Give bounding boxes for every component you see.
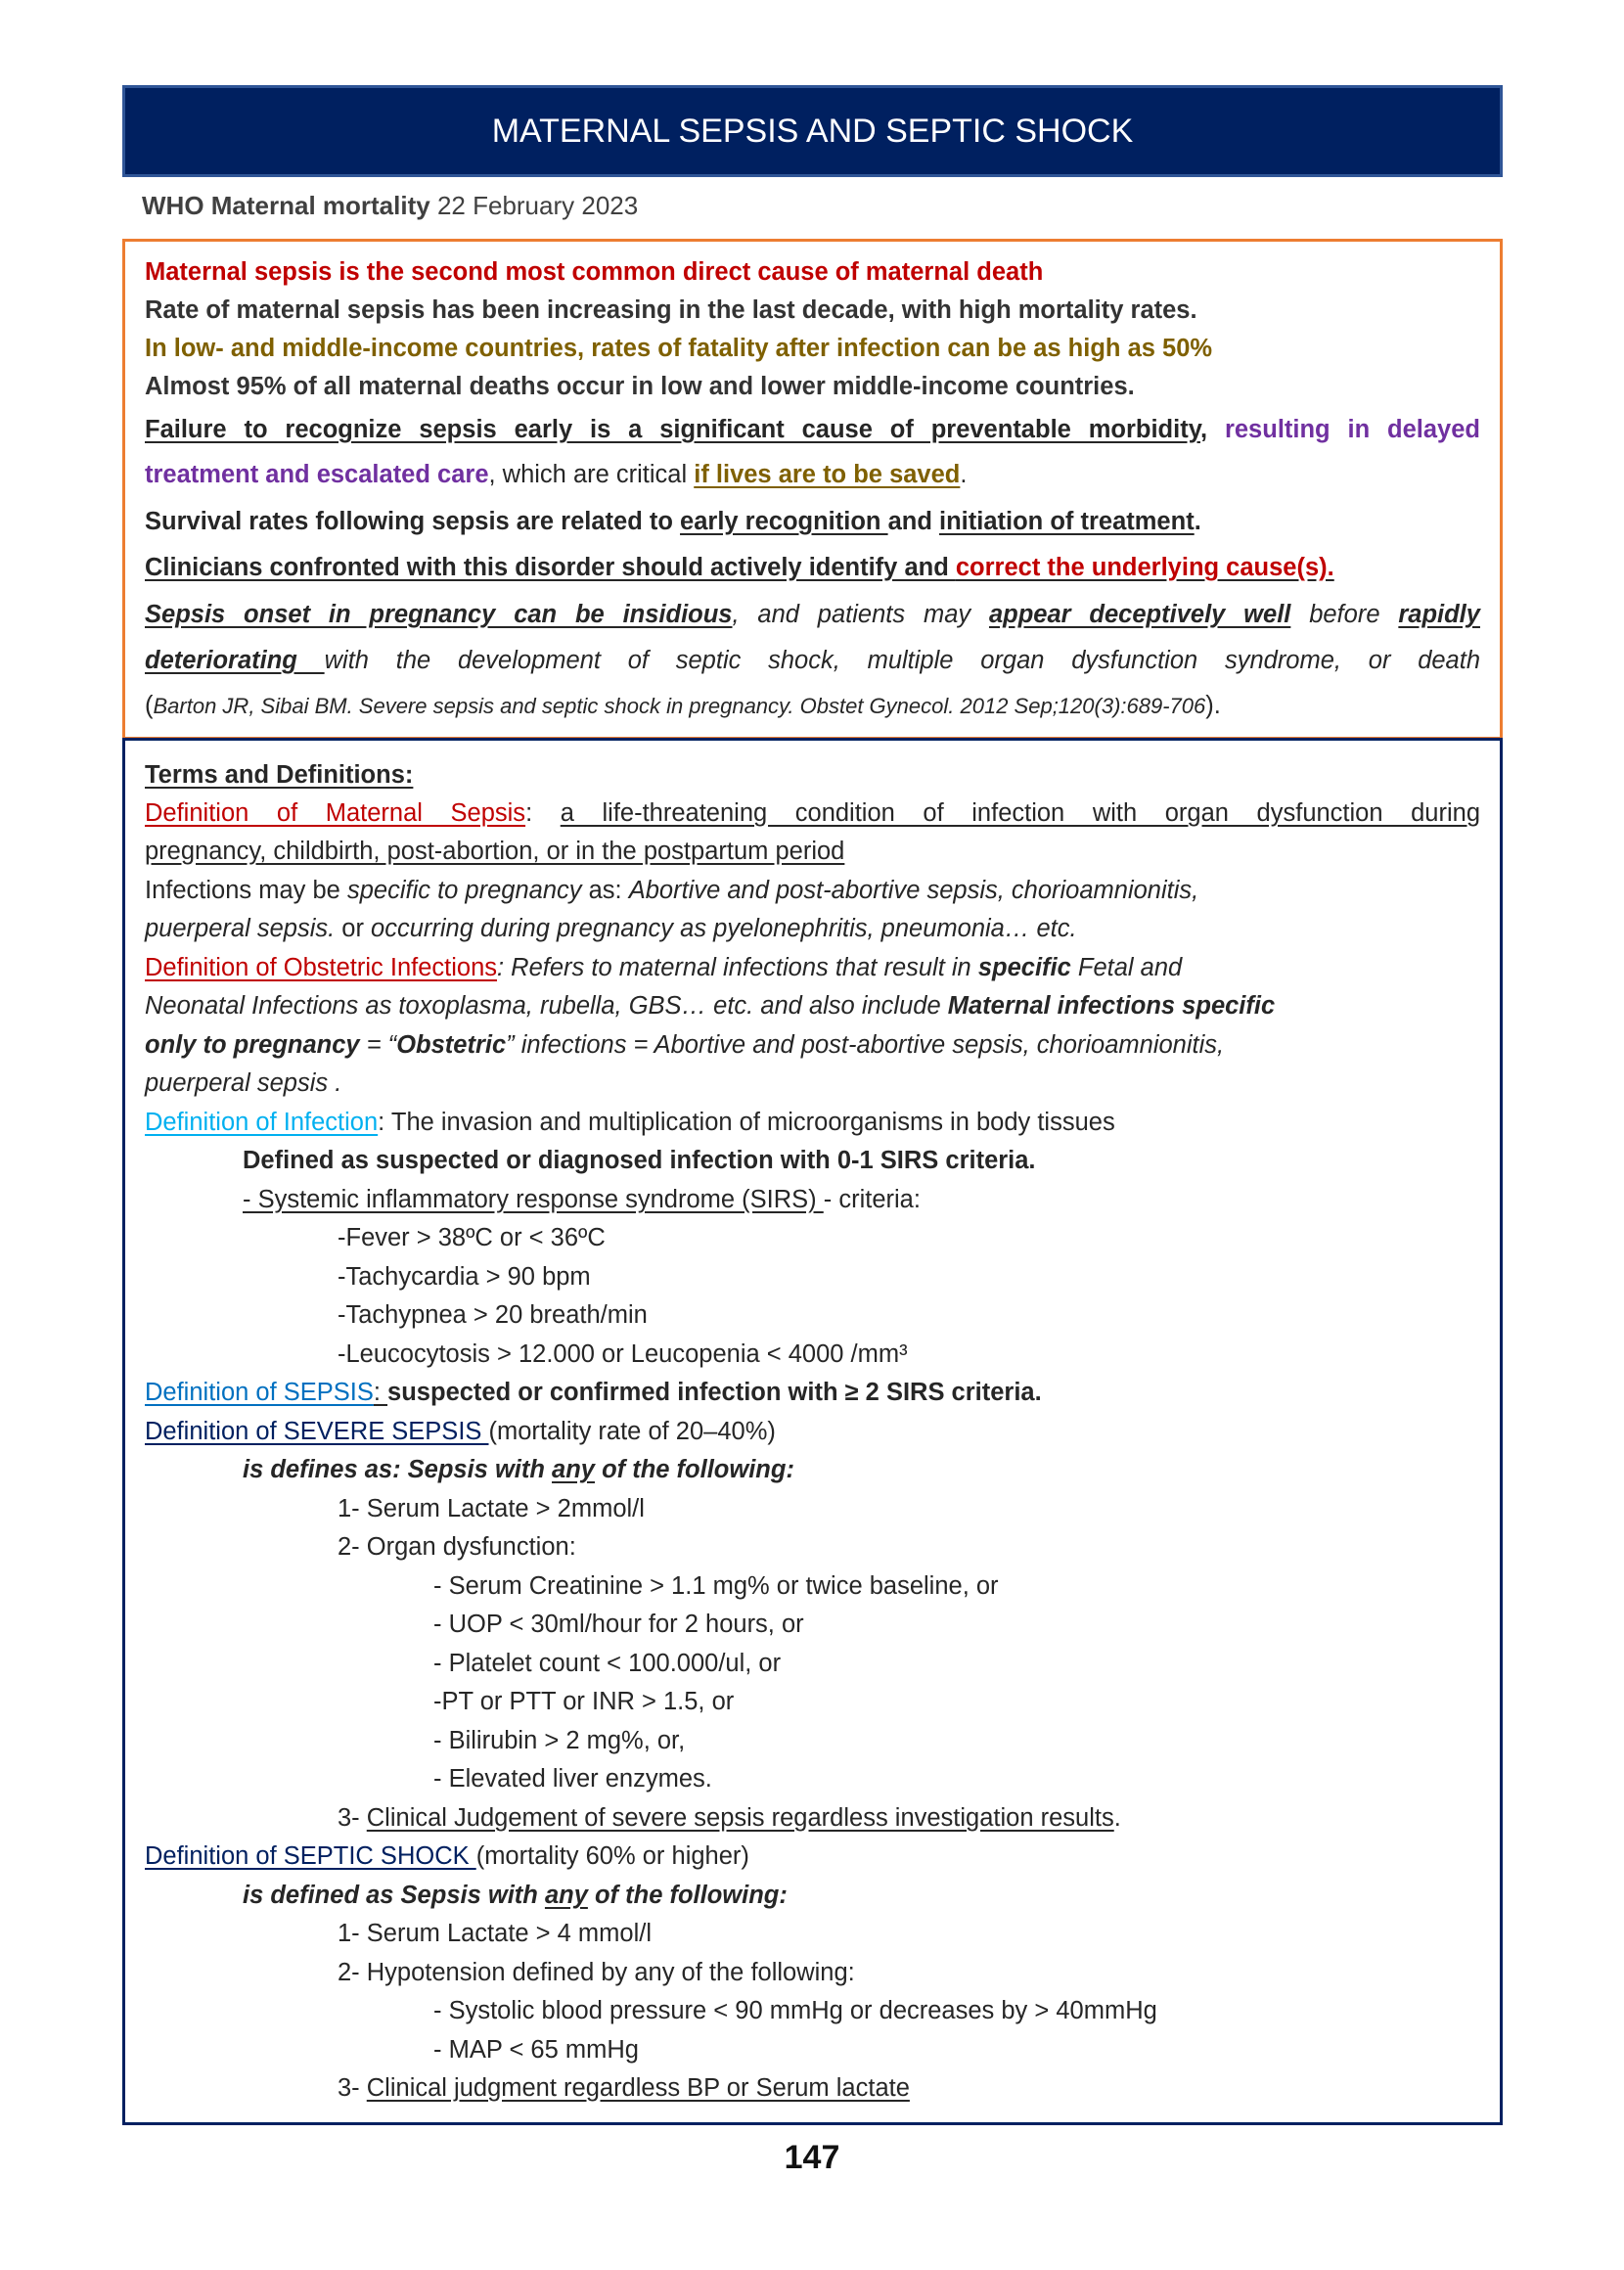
def-label: Definition of SEPSIS: [145, 1379, 374, 1406]
seg: and: [887, 508, 940, 535]
seg: 3-: [338, 1804, 367, 1832]
def-label: Definition of Infection: [145, 1109, 379, 1136]
seg: a life-threatening condition of infection with organ dysfunction during: [560, 799, 1481, 827]
list-item: [338, 2071, 1480, 2105]
seg: correct the underlying cause(s).: [955, 554, 1334, 581]
def-line: [243, 1183, 1480, 1216]
source-date: 22 February 2023: [436, 191, 639, 220]
seg: (: [145, 692, 154, 719]
seg: ,: [1199, 416, 1225, 443]
seg: as:: [581, 877, 629, 904]
def-obstetric: [145, 951, 1480, 984]
criteria-item: -Fever > 38ºC or < 36ºC: [338, 1224, 606, 1251]
summary-line: [145, 644, 1480, 677]
seg: specific: [977, 954, 1071, 981]
seg: suspected or confirmed infection with ≥ 2 SIRS criteria.: [387, 1379, 1042, 1406]
seg: only to pregnancy: [145, 1031, 360, 1059]
seg: before: [1290, 601, 1399, 628]
page-number: 147: [784, 2139, 840, 2176]
seg: any: [544, 1882, 588, 1909]
seg: : The invasion and multiplication of microorganisms in body tissues: [378, 1109, 1115, 1136]
seg: resulting in delayed: [1224, 416, 1480, 443]
list-item: - Systolic blood pressure < 90 mmHg or decreases by > 40mmHg: [433, 1997, 1157, 2024]
seg: appear deceptively well: [988, 601, 1291, 628]
seg: :: [525, 799, 561, 827]
seg: - criteria:: [823, 1186, 921, 1213]
seg: Sepsis onset in pregnancy can be insidious: [145, 601, 733, 628]
def-label: Definition of SEVERE SEPSIS: [145, 1418, 489, 1445]
seg: Survival rates following sepsis are related to: [145, 508, 681, 535]
def-line: [145, 912, 1480, 945]
source-label: WHO Maternal mortality: [142, 191, 430, 220]
summary-line: [145, 551, 1480, 584]
seg: is defines as: Sepsis with: [243, 1456, 553, 1483]
list-item: -PT or PTT or INR > 1.5, or: [433, 1688, 735, 1715]
seg: , which are critical: [488, 461, 695, 488]
summary-line: [145, 505, 1480, 538]
def-line: [145, 874, 1480, 907]
summary-line: Maternal sepsis is the second most common direct cause of maternal death: [145, 258, 1044, 286]
seg: Fetal and: [1070, 954, 1183, 981]
seg: .: [1113, 1804, 1121, 1832]
list-item: 1- Serum Lactate > 4 mmol/l: [338, 1920, 653, 1947]
seg: :: [373, 1379, 388, 1406]
def-label: Definition of SEPTIC SHOCK: [145, 1842, 476, 1870]
seg: = “: [359, 1031, 397, 1059]
summary-line: Rate of maternal sepsis has been increasing in the last decade, with high mortality rates.: [145, 296, 1197, 324]
list-item: - UOP < 30ml/hour for 2 hours, or: [433, 1611, 804, 1638]
seg: : Refers to maternal infections that result in: [497, 954, 978, 981]
summary-box: [122, 239, 1503, 740]
seg: - Systemic inflammatory response syndrome (SIRS): [243, 1186, 824, 1213]
seg: ” infections = Abortive and post-abortive sepsis, chorioamnionitis,: [506, 1031, 1225, 1059]
seg: with the development of septic shock, multiple organ dysfunction syndrome, or death: [324, 647, 1481, 674]
seg: .: [960, 461, 968, 488]
seg: rapidly: [1398, 601, 1480, 628]
list-item: - Platelet count < 100.000/ul, or: [433, 1650, 782, 1677]
def-severe-sepsis: [145, 1415, 1480, 1448]
def-line: pregnancy, childbirth, post-abortion, or in the postpartum period: [145, 838, 845, 865]
title-text: MATERNAL SEPSIS AND SEPTIC SHOCK: [491, 112, 1134, 150]
list-item: - MAP < 65 mmHg: [433, 2036, 639, 2064]
seg: Maternal infections specific: [947, 992, 1276, 1020]
seg: puerperal sepsis.: [145, 915, 336, 942]
def-line: [145, 989, 1480, 1022]
def-line: [243, 1453, 1480, 1486]
seg: of the following:: [587, 1882, 788, 1909]
list-item: [338, 1801, 1480, 1835]
criteria-item: -Tachypnea > 20 breath/min: [338, 1301, 648, 1329]
criteria-item: -Leucocytosis > 12.000 or Leucopenia < 4000 /mm³: [338, 1340, 908, 1368]
criteria-item: -Tachycardia > 90 bpm: [338, 1263, 591, 1291]
source-line: [142, 191, 638, 221]
summary-line: [145, 458, 1480, 491]
definitions-box: [122, 738, 1503, 2125]
seg: Clinicians confronted with this disorder should actively identify and: [145, 554, 956, 581]
seg: occurring during pregnancy as pyelonephritis, pneumonia… etc.: [371, 915, 1077, 942]
def-infection: [145, 1106, 1480, 1139]
def-line: [145, 1028, 1480, 1062]
def-line: [243, 1879, 1480, 1912]
def-label: Definition of Obstetric Infections: [145, 954, 498, 981]
seg: (mortality rate of 20–40%): [488, 1418, 776, 1445]
seg: Clinical Judgement of severe sepsis regardless investigation results: [366, 1804, 1114, 1832]
seg: , and patients may: [732, 601, 989, 628]
seg: any: [552, 1456, 595, 1483]
def-septic-shock: [145, 1839, 1480, 1873]
seg: (mortality 60% or higher): [475, 1842, 749, 1870]
list-item: 2- Organ dysfunction:: [338, 1533, 576, 1561]
seg: initiation of treatment: [939, 508, 1195, 535]
seg: Infections may be: [145, 877, 347, 904]
seg: or: [335, 915, 372, 942]
def-label: Definition of Maternal Sepsis: [145, 799, 526, 827]
summary-line: In low- and middle-income countries, rates of fatality after infection can be as high as 50%: [145, 335, 1213, 362]
seg: Abortive and post-abortive sepsis, chorioamnionitis,: [628, 877, 1199, 904]
seg: treatment and escalated care: [145, 461, 489, 488]
seg: Clinical judgment regardless BP or Serum lactate: [366, 2074, 910, 2102]
seg: of the following:: [594, 1456, 794, 1483]
summary-line: [145, 413, 1480, 446]
def-sepsis: [145, 1376, 1480, 1409]
citation: [145, 689, 1480, 723]
seg: Neonatal Infections as toxoplasma, rubella, GBS… etc. and also include: [145, 992, 948, 1020]
seg: 3-: [338, 2074, 367, 2102]
list-item: 1- Serum Lactate > 2mmol/l: [338, 1495, 645, 1522]
seg: Barton JR, Sibai BM. Severe sepsis and septic shock in pregnancy. Obstet Gynecol. 2012 Sep;120(3):689-706: [153, 694, 1206, 718]
seg: if lives are to be saved: [694, 461, 961, 488]
list-item: - Bilirubin > 2 mg%, or,: [433, 1727, 686, 1754]
seg: deteriorating: [145, 647, 325, 674]
summary-line: Almost 95% of all maternal deaths occur in low and lower middle-income countries.: [145, 373, 1135, 400]
seg: Failure to recognize sepsis early is a significant cause of preventable morbidity: [145, 416, 1200, 443]
section-heading: Terms and Definitions:: [145, 761, 414, 789]
summary-line: [145, 598, 1480, 631]
seg: is defined as Sepsis with: [243, 1882, 545, 1909]
def-line: puerperal sepsis .: [145, 1069, 342, 1097]
list-item: - Serum Creatinine > 1.1 mg% or twice baseline, or: [433, 1572, 999, 1600]
seg: specific to pregnancy: [346, 877, 582, 904]
page-title: [122, 85, 1503, 177]
list-item: - Elevated liver enzymes.: [433, 1765, 712, 1793]
list-item: 2- Hypotension defined by any of the following:: [338, 1959, 855, 1986]
seg: .: [1194, 508, 1201, 535]
def-line: Defined as suspected or diagnosed infection with 0-1 SIRS criteria.: [243, 1147, 1036, 1174]
def-maternal-sepsis: [145, 796, 1480, 830]
seg: Obstetric: [396, 1031, 507, 1059]
seg: ).: [1205, 692, 1221, 719]
seg: early recognition: [680, 508, 888, 535]
